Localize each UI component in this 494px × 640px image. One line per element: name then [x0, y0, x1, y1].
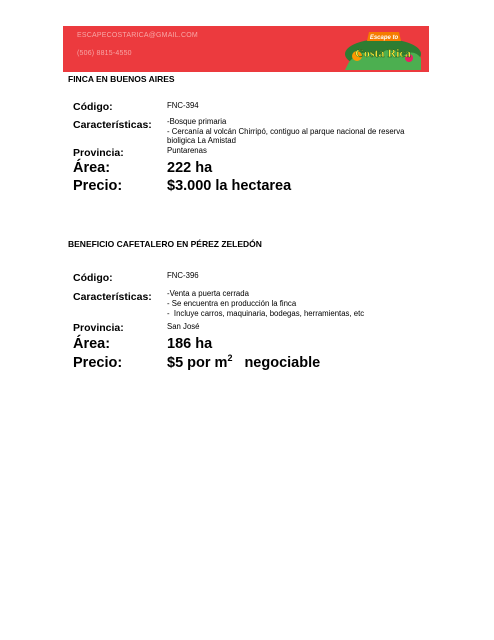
caracteristicas-label: Características: [73, 119, 152, 131]
precio-label: Precio: [73, 355, 123, 371]
precio-superscript: 2 [227, 353, 233, 363]
provincia-value: Puntarenas [167, 146, 207, 155]
precio-label: Precio: [73, 178, 123, 194]
area-value: 186 ha [167, 336, 213, 352]
area-label: Área: [73, 336, 111, 352]
caracteristica-item: - Cercanía al volcán Chirripó, contiguo al parque nacional de reserva [167, 126, 405, 136]
caracteristicas-list [167, 117, 405, 146]
codigo-label: Código: [73, 101, 113, 113]
provincia-value: San José [167, 322, 200, 331]
header-banner [63, 26, 429, 72]
codigo-label: Código: [73, 272, 113, 284]
precio-amount: $5 por m [167, 355, 228, 371]
area-value: 222 ha [167, 160, 213, 176]
logo-top-text: Escape to [369, 35, 399, 41]
caracteristica-item: - Se encuentra en producción la finca [167, 299, 297, 308]
precio-value: $3.000 la hectarea [167, 178, 292, 194]
precio-value [167, 355, 320, 371]
caracteristicas-label: Características: [73, 291, 152, 303]
escape-to-costa-rica-logo [343, 28, 423, 70]
caracteristicas-list [167, 289, 364, 319]
contact-email: ESCAPECOSTARICA@GMAIL.COM [77, 32, 198, 39]
codigo-value: FNC-396 [167, 271, 199, 280]
codigo-value: FNC-394 [167, 101, 199, 110]
logo-main-text: Costa Rica [355, 46, 411, 60]
listing-title: FINCA EN BUENOS AIRES [68, 74, 175, 84]
provincia-label: Provincia: [73, 147, 124, 159]
provincia-label: Provincia: [73, 322, 124, 334]
precio-suffix: negociable [244, 355, 321, 371]
caracteristica-item: bioligica La Amistad [167, 136, 236, 145]
caracteristica-item: -Bosque primaria [167, 117, 227, 126]
caracteristica-item: - Incluye carros, maquinaria, bodegas, herramientas, etc [167, 309, 365, 318]
caracteristica-item: -Venta a puerta cerrada [167, 289, 249, 298]
listing-title: BENEFICIO CAFETALERO EN PÉREZ ZELEDÓN [68, 239, 262, 249]
contact-phone: (506) 8815-4550 [77, 50, 132, 57]
area-label: Área: [73, 160, 111, 176]
